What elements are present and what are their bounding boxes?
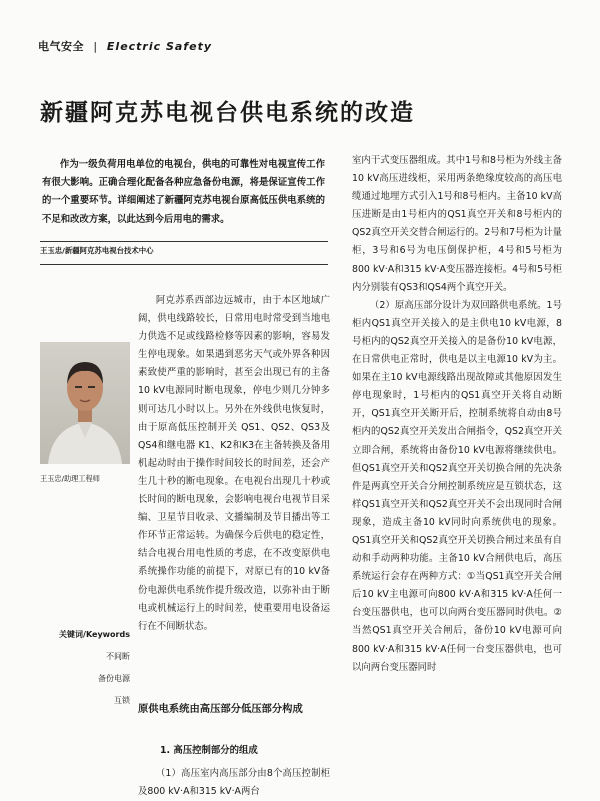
right-column — [352, 152, 562, 677]
section-heading: 原供电系统由高压部分低压部分构成 — [138, 703, 303, 715]
right-paragraph-2: （2）原高压部分设计为双回路供电系统。1号柜内QS1真空开关接入的是主供电10 kV电源，8号柜内的QS2真空开关接入的是备份10 kV电源，在日常供电正常时，供电是以主电源10 kV为主。如果在主10 kV电源线路出现故障或其他原因发生停电现象时，1号柜内的QS1真空开关将自动断开，QS1真空开关断开后，控制系统将自动由8号柜内的QS2真空开关发出合闸指令，QS2真空开关立即合闸，系统将由备份10 kV电源将继续供电。但QS1真空开关和QS2真空开关切换合闸的先决条件是两真空开关合分闸控制系统应是互锁状态，这样QS1真空开关和QS2真空开关不会出现同时合闸现象，造成主备10 kV同时向系统供电的现象。QS1真空开关和QS2真空开关切换合闸过来虽有自动和手动两种功能。主备10 kV合闸供电后，高压系统运行会存在两种方式：①当QS1真空开关合闸后10 kV主电源可向800 kV·A和315 kV·A任何一台变压器供电，也可以向两台变压器同时供电。②当然QS1真空开关合闸后，备份10 kV电源可向800 kV·A和315 kV·A任何一台变压器供电，也可以向两台变压器同时 — [352, 299, 562, 673]
abstract-rule-top — [40, 241, 328, 242]
middle-column-end: （1）高压室内高压部分由8个高压控制柜及800 kV·A和315 kV·A两台 — [138, 768, 330, 798]
header-english: Electric Safety — [106, 40, 212, 53]
author-portrait-figure — [40, 342, 130, 464]
intro-paragraph: 阿克苏系西部边远城市，由于本区地域广阔，供电线路较长，日常用电时常受到当地电力供选不足或线路检修等因素的影响，容易发生停电现象。如果遇到恶劣天气或外界各种因素致使严重的影响时，甚至会出现已有的主备10 kV电源同时断电现象，停电少则几分钟多则可达几小时以上。另外在外线供电恢复时，由于原高低压控制开关 QS1、QS2、QS3及QS4和继电器 K1、K2和K3在主备转换及备用机起动时由于操作时间较长的时间差，还会产生几十秒的断电现象。在电视台出现几十秒或长时间的断电现象，会影响电视台电视节目采编、卫星节目收录、文播编制及节目播出等工作环节正常运转。为确保今后供电的稳定性，结合电视台用电性质的考虑，在不改变原供电系统操作功能的前提下，对原已有的10 kV备份电源供电系统作提升级改造，以弥补由于断电或机械运行上的时间差，使重要用电设备运行在不间断状态。 — [138, 295, 330, 632]
keyword-item: 互锁 — [114, 696, 130, 705]
section-header — [38, 38, 212, 54]
abstract-rule-bottom — [40, 264, 328, 265]
keywords-label: 关键词/Keywords — [59, 630, 130, 639]
right-paragraph-1: 室内干式变压器组成。其中1号和8号柜为外线主备10 kV高压进线柜，采用两条绝缘度较高的高压电缆通过地埋方式引入1号和8号柜内。主备10 kV高压进断是由1号柜内的QS1真空开关和8号柜内的QS2真空开关交替合闸运行的。2号和7号柜为计量柜，3号和6号为电压倒保护柜，4号和5号柜为800 kV·A和315 kV·A变压器连接柜。4号和5号柜内分别装有QS3和QS4两个真空开关。 — [352, 155, 562, 293]
keywords-block — [40, 624, 130, 712]
header-separator: | — [93, 40, 98, 53]
keyword-item: 备份电源 — [98, 674, 130, 683]
author-photo — [40, 342, 130, 464]
photo-caption: 王玉忠/助理工程师 — [40, 474, 100, 483]
subsection-heading: 1. 高压控制部分的组成 — [160, 745, 258, 756]
abstract: 作为一级负荷用电单位的电视台，供电的可靠性对电视宣传工作有很大影响。正确合理化配备各种应急备份电源，将是保证宣传工作的一个重要环节。详细阐述了新疆阿克苏电视台原高低压供电系统的不足和改改方案，以此达到今后用电的需求。 — [42, 159, 325, 225]
article-title: 新疆阿克苏电视台供电系统的改造 — [40, 99, 415, 126]
author-line: 王玉忠/新疆阿克苏电视台技术中心 — [40, 246, 154, 255]
header-category: 电气安全 — [38, 40, 84, 53]
keyword-item: 不间断 — [106, 652, 130, 661]
